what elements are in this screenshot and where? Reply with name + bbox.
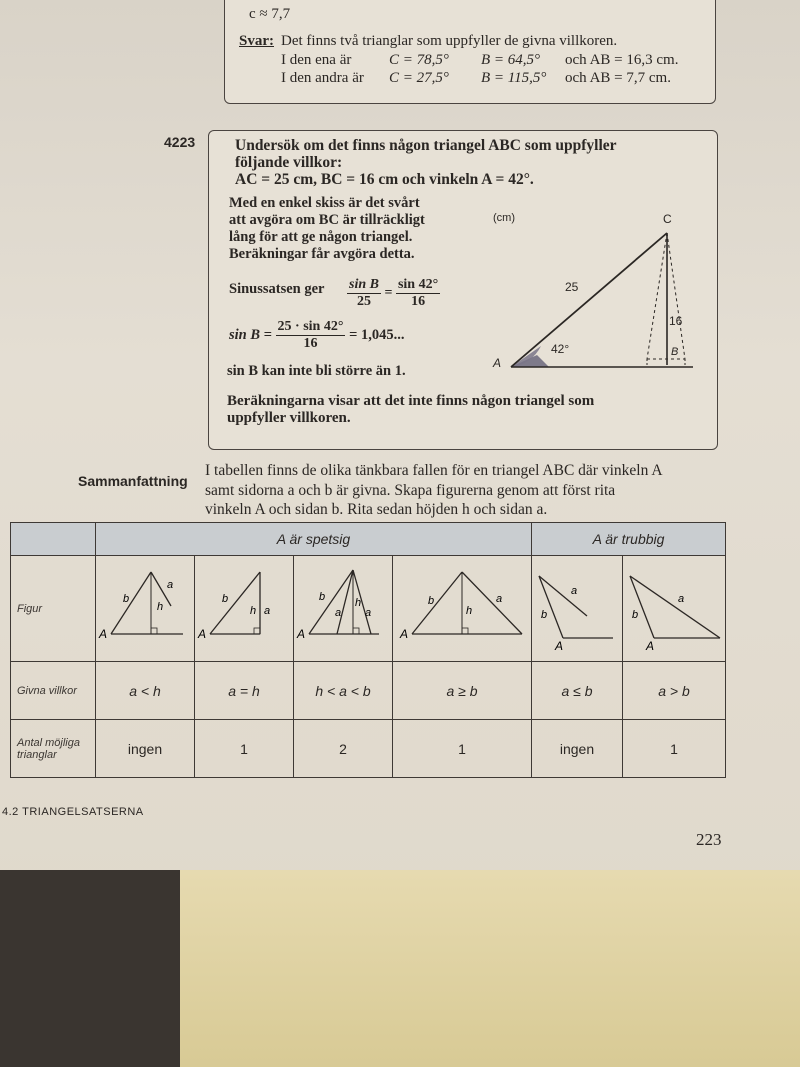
case2-side-ab: och AB = 7,7 cm. <box>565 70 671 86</box>
side-ac <box>511 233 667 367</box>
vertex-b-label: B <box>671 346 679 358</box>
svg-text:a: a <box>264 605 271 617</box>
case1-angle-b: B = 64,5° <box>481 52 541 68</box>
vertex-c-label: C <box>663 212 672 226</box>
sketch-line-4: Beräkningar får avgöra detta. <box>229 246 415 262</box>
figure-one-triangle-acute <box>394 562 530 652</box>
sketch-line-2: att avgöra om BC är tillräckligt <box>229 212 425 228</box>
angle-42-label: 42° <box>551 342 570 356</box>
svg-text:A: A <box>646 639 655 652</box>
condition-cell: a = h <box>195 662 294 720</box>
figure-cell <box>623 556 726 662</box>
svg-text:A: A <box>555 639 564 652</box>
svg-text:b: b <box>319 591 326 603</box>
row-label-villkor: Givna villkor <box>11 662 96 720</box>
svg-text:A: A <box>297 627 306 641</box>
sinus-label: Sinussatsen ger <box>229 281 325 297</box>
conclusion-line-1: Beräkningarna visar att det inte finns någon triangel som <box>227 393 595 409</box>
figure-cell <box>96 556 195 662</box>
previous-answer-box <box>224 0 716 104</box>
svg-text:h: h <box>466 605 473 617</box>
section-footer: 4.2 TRIANGELSATSERNA <box>2 806 144 818</box>
triangle-sketch-figure <box>479 205 709 377</box>
frac2-numerator: sin 42° <box>397 277 439 292</box>
svg-text:A: A <box>99 627 108 641</box>
row-label-antal <box>11 720 96 778</box>
summary-text-2: samt sidorna a och b är givna. Skapa figurerna genom att först rita <box>205 482 616 499</box>
page-number: 223 <box>696 830 722 849</box>
sinb-label: sin B = <box>229 326 272 343</box>
svg-text:h: h <box>157 601 164 613</box>
svg-text:a: a <box>335 607 342 619</box>
condition-cell: a < h <box>96 662 195 720</box>
summary-text-1: I tabellen finns de olika tänkbara fallen för en triangel ABC där vinkeln A <box>205 462 663 479</box>
svg-text:a: a <box>678 593 685 605</box>
figure-two-triangles <box>295 562 391 652</box>
figure-one-triangle-obtuse <box>624 562 724 652</box>
vertex-a-label: A <box>493 356 502 370</box>
case2-angle-c: C = 27,5° <box>389 70 449 86</box>
header-empty-cell <box>11 523 96 556</box>
svg-text:a: a <box>167 579 174 591</box>
svg-text:A: A <box>400 627 409 641</box>
side-25-label: 25 <box>565 280 579 294</box>
case1-label: I den ena är <box>281 52 352 68</box>
sketch-line-3: lång för att ge någon triangel. <box>229 229 413 245</box>
count-cell: 1 <box>195 720 294 778</box>
case2-angle-b: B = 115,5° <box>481 70 547 86</box>
equals-sign: = <box>384 285 393 301</box>
exercise-box <box>208 130 718 450</box>
dashed-height-right <box>667 233 685 359</box>
count-row <box>11 720 726 778</box>
summary-text-3: vinkeln A och sidan b. Rita sedan höjden h och sidan a. <box>205 501 548 518</box>
condition-cell: h < a < b <box>294 662 393 720</box>
frac3-denominator: 16 <box>303 336 318 351</box>
svg-text:a: a <box>365 607 372 619</box>
case1-side-ab: och AB = 16,3 cm. <box>565 52 679 68</box>
count-cell: ingen <box>96 720 195 778</box>
svg-text:b: b <box>632 609 639 621</box>
svg-text:b: b <box>541 609 548 621</box>
figure-cell <box>294 556 393 662</box>
svg-text:a: a <box>571 585 578 597</box>
c-result: c ≈ 7,7 <box>249 6 291 22</box>
count-cell: 2 <box>294 720 393 778</box>
frac3-numerator: 25 · sin 42° <box>277 319 344 334</box>
condition-cell: a ≤ b <box>532 662 623 720</box>
condition-cell: a ≥ b <box>393 662 532 720</box>
frac2-denominator: 16 <box>411 294 426 309</box>
case2-label: I den andra är <box>281 70 364 86</box>
unit-label: (cm) <box>493 212 515 224</box>
row-label-antal-line1: Antal möjliga <box>17 736 80 749</box>
figure-row <box>11 556 726 662</box>
row-label-antal-line2: trianglar <box>17 748 57 761</box>
figure-no-triangle-obtuse <box>533 562 621 652</box>
svg-text:b: b <box>222 593 229 605</box>
svg-text:h: h <box>250 605 257 617</box>
summary-heading: Sammanfattning <box>78 473 188 489</box>
header-acute: A är spetsig <box>96 523 532 556</box>
dashed-height-left <box>647 233 667 359</box>
count-cell: 1 <box>623 720 726 778</box>
header-obtuse: A är trubbig <box>532 523 726 556</box>
count-cell: 1 <box>393 720 532 778</box>
sinb-note: sin B kan inte bli större än 1. <box>227 363 406 379</box>
figure-no-triangle-acute <box>97 562 193 652</box>
sketch-line-1: Med en enkel skiss är det svårt <box>229 195 420 211</box>
svg-text:h: h <box>355 597 362 609</box>
case1-angle-c: C = 78,5° <box>389 52 449 68</box>
dark-edge <box>0 870 180 1067</box>
sine-rule-equation <box>347 277 440 310</box>
figure-cell <box>532 556 623 662</box>
count-cell: ingen <box>532 720 623 778</box>
svg-text:b: b <box>123 593 130 605</box>
svar-text: Det finns två trianglar som uppfyller de givna villkoren. <box>281 33 618 49</box>
row-label-figur: Figur <box>11 556 96 662</box>
table-header-row <box>11 523 726 556</box>
side-16-label: 16 <box>669 314 683 328</box>
condition-cell: a > b <box>623 662 726 720</box>
exercise-line-2: följande villkor: <box>235 154 343 171</box>
figure-right-triangle <box>196 562 292 652</box>
figure-cell <box>393 556 532 662</box>
svg-text:a: a <box>496 593 503 605</box>
svg-text:b: b <box>428 595 435 607</box>
exercise-number: 4223 <box>164 134 196 150</box>
sinb-result: = 1,045... <box>349 326 405 343</box>
exercise-line-1: Undersök om det finns någon triangel ABC som uppfyller <box>235 137 617 154</box>
summary-table <box>10 522 726 778</box>
exercise-line-3: AC = 25 cm, BC = 16 cm och vinkeln A = 42°. <box>235 171 534 188</box>
conditions-row <box>11 662 726 720</box>
conclusion-line-2: uppfyller villkoren. <box>227 410 351 426</box>
frac1-denominator: 25 <box>356 294 371 309</box>
svg-text:A: A <box>198 627 207 641</box>
svar-label: Svar: <box>239 33 274 49</box>
frac1-numerator: sin B <box>349 277 379 292</box>
sinb-computation <box>229 319 404 352</box>
figure-cell <box>195 556 294 662</box>
